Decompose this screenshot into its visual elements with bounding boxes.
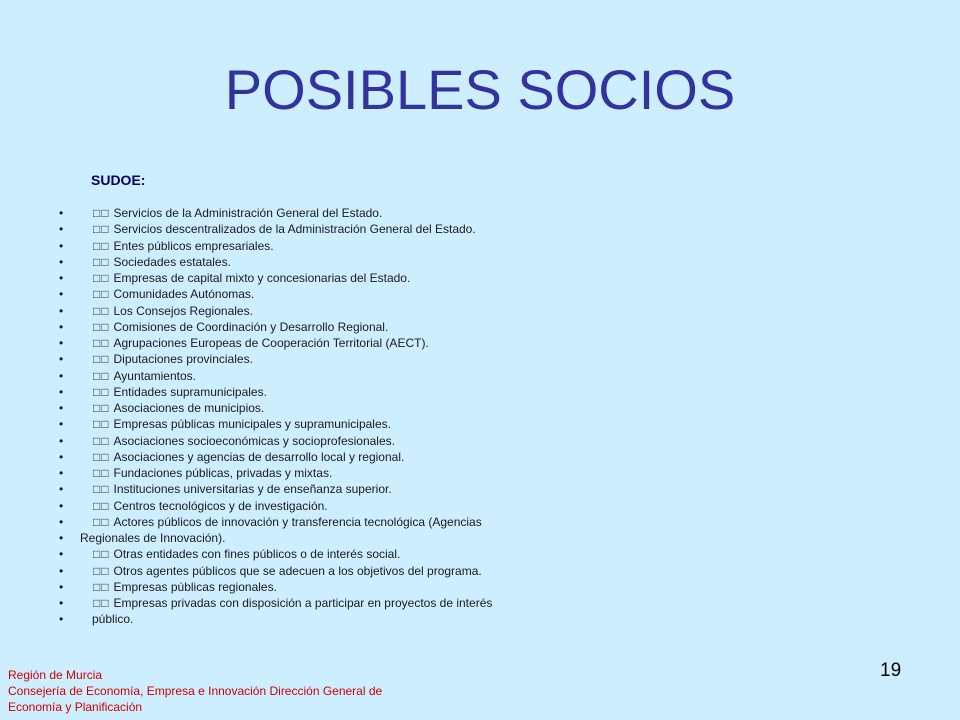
footer-line: Consejería de Economía, Empresa e Innovación Dirección General de bbox=[8, 684, 383, 698]
list-item-text: Agrupaciones Europeas de Cooperación Territorial (AECT). bbox=[113, 336, 429, 350]
bullet-icon: • bbox=[59, 238, 64, 253]
box-glyph-icon: □□ bbox=[93, 384, 110, 399]
list-item bbox=[58, 351, 618, 367]
list-item bbox=[58, 465, 618, 481]
list-item bbox=[58, 546, 618, 562]
list-item-text: Actores públicos de innovación y transferencia tecnológica (Agencias bbox=[113, 514, 482, 529]
box-glyph-icon: □□ bbox=[93, 336, 110, 350]
page-number: 19 bbox=[880, 660, 902, 681]
list-item bbox=[58, 416, 618, 432]
footer-line: Región de Murcia bbox=[8, 668, 103, 682]
list-item bbox=[58, 303, 618, 319]
box-glyph-icon: □□ bbox=[93, 498, 110, 513]
list-item-text: Empresas públicas regionales. bbox=[113, 579, 277, 594]
list-item-text: Empresas privadas con disposición a participar en proyectos de interés bbox=[113, 596, 493, 610]
box-glyph-icon: □□ bbox=[93, 449, 110, 464]
box-glyph-icon: □□ bbox=[93, 514, 110, 529]
list-item-text: Fundaciones públicas, privadas y mixtas. bbox=[113, 466, 333, 480]
list-item bbox=[58, 498, 618, 514]
bullet-icon: • bbox=[59, 547, 64, 562]
box-glyph-icon: □□ bbox=[93, 579, 110, 594]
list-item-text: Comunidades Autónomas. bbox=[113, 287, 255, 302]
bullet-icon: • bbox=[59, 271, 64, 285]
list-item-text: Asociaciones y agencias de desarrollo local y regional. bbox=[113, 449, 405, 464]
bullet-icon: • bbox=[59, 579, 64, 594]
box-glyph-icon: □□ bbox=[93, 254, 110, 269]
list-item-continuation bbox=[58, 530, 618, 546]
bullet-icon: • bbox=[59, 433, 64, 448]
box-glyph-icon: □□ bbox=[93, 271, 110, 285]
box-glyph-icon: □□ bbox=[93, 368, 110, 383]
box-glyph-icon: □□ bbox=[93, 433, 110, 448]
list-item-text: Otras entidades con fines públicos o de interés social. bbox=[113, 547, 401, 562]
list-item-text: Empresas de capital mixto y concesionarias del Estado. bbox=[113, 271, 411, 285]
list-item-text: Entidades supramunicipales. bbox=[113, 384, 267, 399]
list-item-text: Sociedades estatales. bbox=[113, 254, 231, 269]
list-item-text: Asociaciones socioeconómicas y socioprofesionales. bbox=[113, 433, 395, 448]
list-item bbox=[58, 481, 618, 497]
footer bbox=[8, 667, 448, 715]
bullet-icon: • bbox=[59, 287, 64, 302]
bullet-icon: • bbox=[59, 352, 64, 367]
bullet-icon: • bbox=[59, 401, 64, 415]
list-item bbox=[58, 400, 618, 416]
list-item-text: Los Consejos Regionales. bbox=[113, 303, 253, 318]
slide-title: POSIBLES SOCIOS bbox=[224, 58, 736, 121]
box-glyph-icon: □□ bbox=[93, 222, 110, 237]
list-item-text: Regionales de Innovación). bbox=[80, 531, 226, 545]
bullet-icon: • bbox=[59, 417, 64, 432]
list-item bbox=[58, 221, 618, 237]
list-item bbox=[58, 579, 618, 595]
list-item bbox=[58, 270, 618, 286]
box-glyph-icon: □□ bbox=[93, 401, 110, 415]
bullet-icon: • bbox=[59, 368, 64, 383]
list-item bbox=[58, 254, 618, 270]
bullet-icon: • bbox=[59, 319, 64, 334]
list-item bbox=[58, 368, 618, 384]
bullet-icon: • bbox=[59, 336, 64, 350]
box-glyph-icon: □□ bbox=[93, 238, 110, 253]
bullet-icon: • bbox=[59, 466, 64, 480]
box-glyph-icon: □□ bbox=[93, 287, 110, 302]
list-item bbox=[58, 286, 618, 302]
list-item-text: Servicios descentralizados de la Administración General del Estado. bbox=[113, 222, 476, 237]
bullet-icon: • bbox=[59, 384, 64, 399]
list-item-text: Asociaciones de municipios. bbox=[113, 401, 265, 415]
list-item-text: Servicios de la Administración General del Estado. bbox=[113, 206, 383, 220]
list-item-text: Otros agentes públicos que se adecuen a los objetivos del programa. bbox=[113, 563, 482, 578]
bullet-icon: • bbox=[59, 531, 64, 545]
box-glyph-icon: □□ bbox=[93, 596, 110, 610]
list-item-text: Comisiones de Coordinación y Desarrollo Regional. bbox=[113, 319, 389, 334]
list-item-text: Ayuntamientos. bbox=[113, 368, 196, 383]
list-item-text: Empresas públicas municipales y supramunicipales. bbox=[113, 417, 391, 432]
list-item-text: público. bbox=[92, 612, 134, 627]
list-item-text: Centros tecnológicos y de investigación. bbox=[113, 498, 328, 513]
list-item bbox=[58, 205, 618, 221]
box-glyph-icon: □□ bbox=[93, 466, 110, 480]
list-item-text: Instituciones universitarias y de enseñanza superior. bbox=[113, 482, 392, 497]
list-item bbox=[58, 335, 618, 351]
list-item-text: Entes públicos empresariales. bbox=[113, 238, 274, 253]
list-item bbox=[58, 238, 618, 254]
list-item bbox=[58, 319, 618, 335]
bullet-icon: • bbox=[59, 303, 64, 318]
bullet-icon: • bbox=[59, 498, 64, 513]
bullet-icon: • bbox=[59, 482, 64, 497]
box-glyph-icon: □□ bbox=[93, 303, 110, 318]
list-item bbox=[58, 563, 618, 579]
list-item-continuation bbox=[58, 611, 618, 627]
bullet-icon: • bbox=[59, 596, 64, 610]
box-glyph-icon: □□ bbox=[93, 482, 110, 497]
bullet-icon: • bbox=[59, 206, 64, 220]
bullet-icon: • bbox=[59, 514, 64, 529]
bullet-icon: • bbox=[59, 563, 64, 578]
partners-list bbox=[58, 205, 618, 628]
bullet-icon: • bbox=[59, 222, 64, 237]
list-item bbox=[58, 595, 618, 611]
box-glyph-icon: □□ bbox=[93, 319, 110, 334]
box-glyph-icon: □□ bbox=[93, 352, 110, 367]
list-item bbox=[58, 449, 618, 465]
bullet-icon: • bbox=[59, 254, 64, 269]
footer-line: Economía y Planificación bbox=[8, 700, 143, 714]
box-glyph-icon: □□ bbox=[93, 563, 110, 578]
box-glyph-icon: □□ bbox=[93, 417, 110, 432]
list-item bbox=[58, 384, 618, 400]
list-item-text: Diputaciones provinciales. bbox=[113, 352, 253, 367]
list-item bbox=[58, 514, 618, 530]
box-glyph-icon: □□ bbox=[93, 547, 110, 562]
slide-subtitle: SUDOE: bbox=[91, 172, 146, 188]
bullet-icon: • bbox=[59, 612, 64, 627]
list-item bbox=[58, 433, 618, 449]
box-glyph-icon: □□ bbox=[93, 206, 110, 220]
bullet-icon: • bbox=[59, 449, 64, 464]
